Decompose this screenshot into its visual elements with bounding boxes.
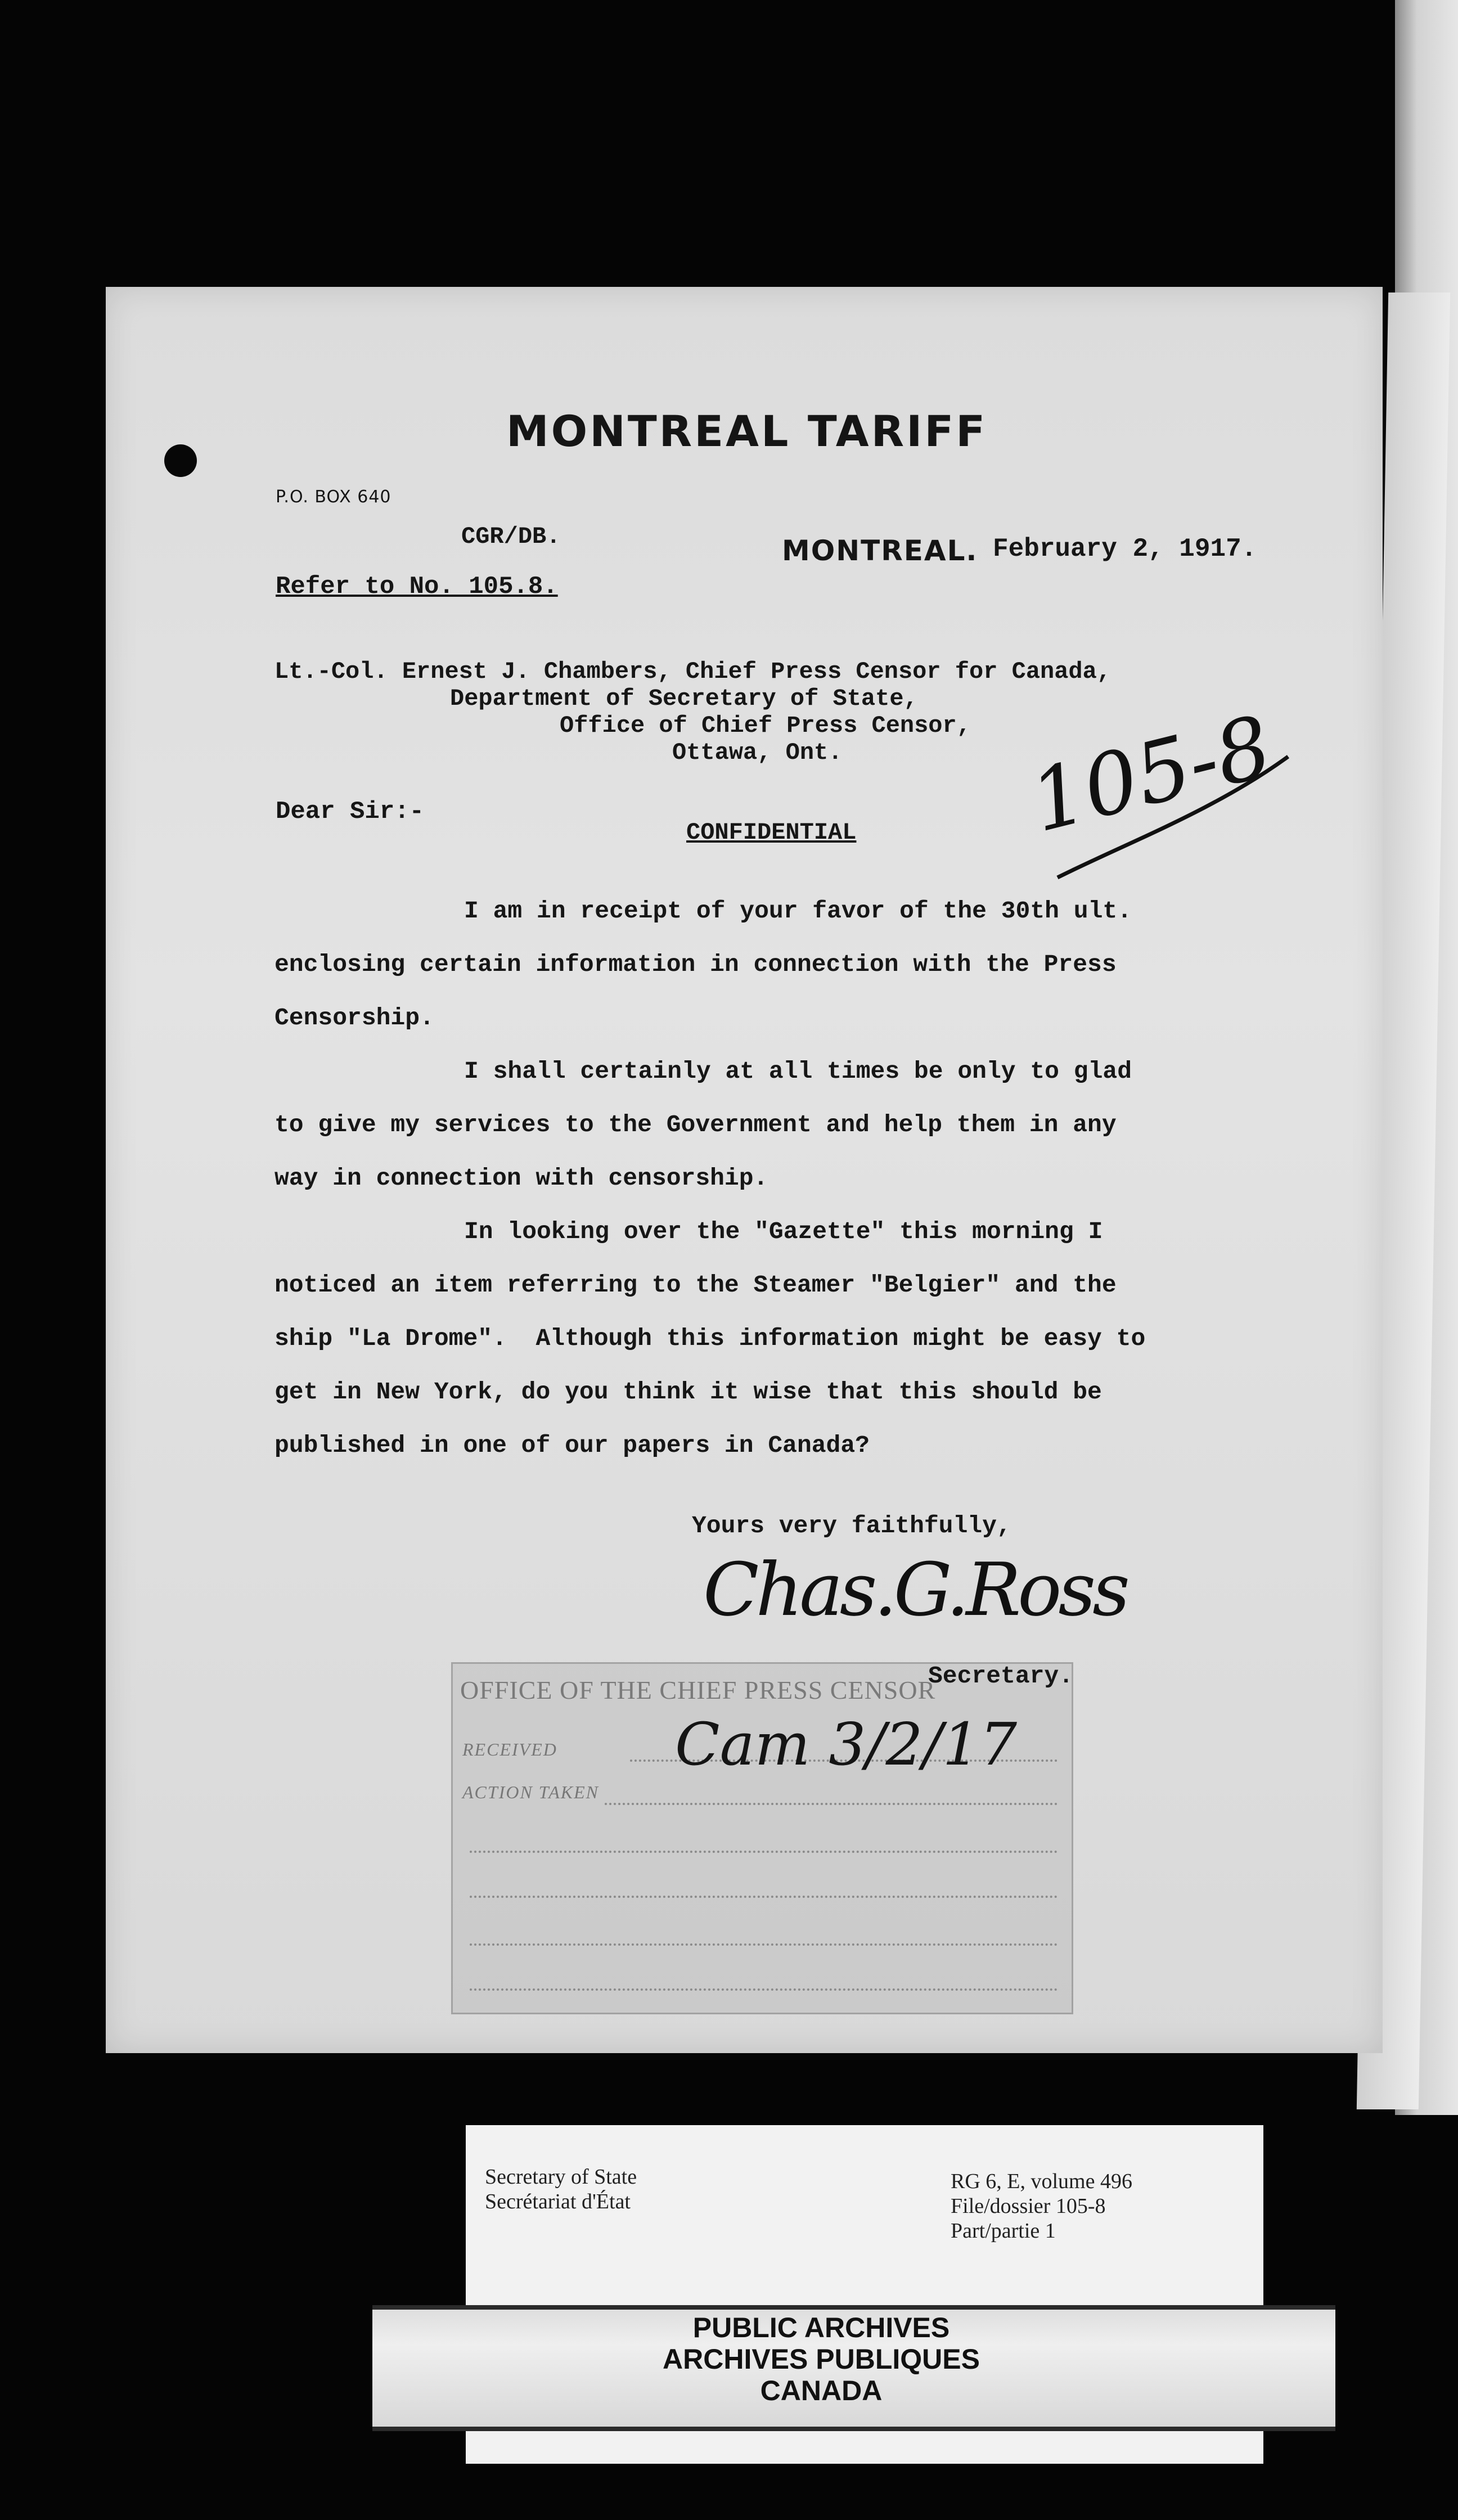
body-line: I am in receipt of your favor of the 30th ult. <box>464 897 1132 925</box>
archive-record-group: RG 6, E, volume 496 <box>951 2170 1132 2193</box>
letterhead-title: MONTREAL TARIFF <box>506 406 988 456</box>
confidential-heading: CONFIDENTIAL <box>686 819 857 846</box>
signature: Chas.G.Ross <box>703 1547 1127 1632</box>
archive-part: Part/partie 1 <box>951 2219 1056 2243</box>
body-line: Censorship. <box>274 1004 434 1032</box>
stamp-received-label: RECEIVED <box>462 1739 557 1760</box>
salutation: Dear Sir:- <box>276 798 425 826</box>
stamp-dotted-line <box>470 1943 1058 1946</box>
stamp-dotted-line <box>470 1896 1058 1898</box>
body-line: way in connection with censorship. <box>274 1164 768 1192</box>
letterhead-city: MONTREAL. <box>782 534 978 567</box>
handwritten-file-number: 105-8 <box>1021 698 1281 852</box>
stamp-received-handwriting: Cam 3/2/17 <box>675 1710 1018 1779</box>
body-line: enclosing certain information in connection with the Press <box>274 951 1117 978</box>
body-line: published in one of our papers in Canada? <box>274 1432 870 1459</box>
body-line: I shall certainly at all times be only to glad <box>464 1058 1132 1085</box>
signer-title: Secretary. <box>928 1662 1074 1690</box>
stamp-dotted-line <box>470 1851 1058 1853</box>
banner-line: PUBLIC ARCHIVES <box>692 2312 950 2343</box>
archive-department-en: Secretary of State <box>485 2165 637 2189</box>
archive-file: File/dossier 105-8 <box>951 2194 1106 2218</box>
stamp-action-label: ACTION TAKEN <box>462 1782 599 1802</box>
closing: Yours very faithfully, <box>692 1512 1011 1540</box>
stamp-title: OFFICE OF THE CHIEF PRESS CENSOR <box>460 1676 936 1704</box>
po-box: P.O. BOX 640 <box>276 487 392 507</box>
banner-line: ARCHIVES PUBLIQUES <box>663 2343 980 2375</box>
body-line: In looking over the "Gazette" this morning I <box>464 1218 1103 1245</box>
archive-department-fr: Secrétariat d'État <box>485 2190 631 2213</box>
reference-initials: CGR/DB. <box>461 523 561 550</box>
letter-date: February 2, 1917. <box>993 534 1257 564</box>
body-line: noticed an item referring to the Steamer "Belgier" and the <box>274 1271 1117 1299</box>
banner-line: CANADA <box>760 2375 883 2406</box>
address-line: Department of Secretary of State, <box>450 685 918 712</box>
body-line: get in New York, do you think it wise that this should be <box>274 1378 1102 1406</box>
body-line: to give my services to the Government and help them in any <box>274 1111 1117 1138</box>
address-line: Ottawa, Ont. <box>672 739 843 766</box>
refer-to-number: Refer to No. 105.8. <box>276 573 558 601</box>
address-line: Lt.-Col. Ernest J. Chambers, Chief Press Censor for Canada, <box>274 658 1112 685</box>
stamp-dotted-line <box>605 1803 1058 1805</box>
body-line: ship "La Drome". Although this information might be easy to <box>274 1325 1146 1352</box>
stamp-dotted-line <box>470 1988 1058 1991</box>
archives-banner-text <box>596 2312 1046 2406</box>
address-line: Office of Chief Press Censor, <box>560 712 971 739</box>
